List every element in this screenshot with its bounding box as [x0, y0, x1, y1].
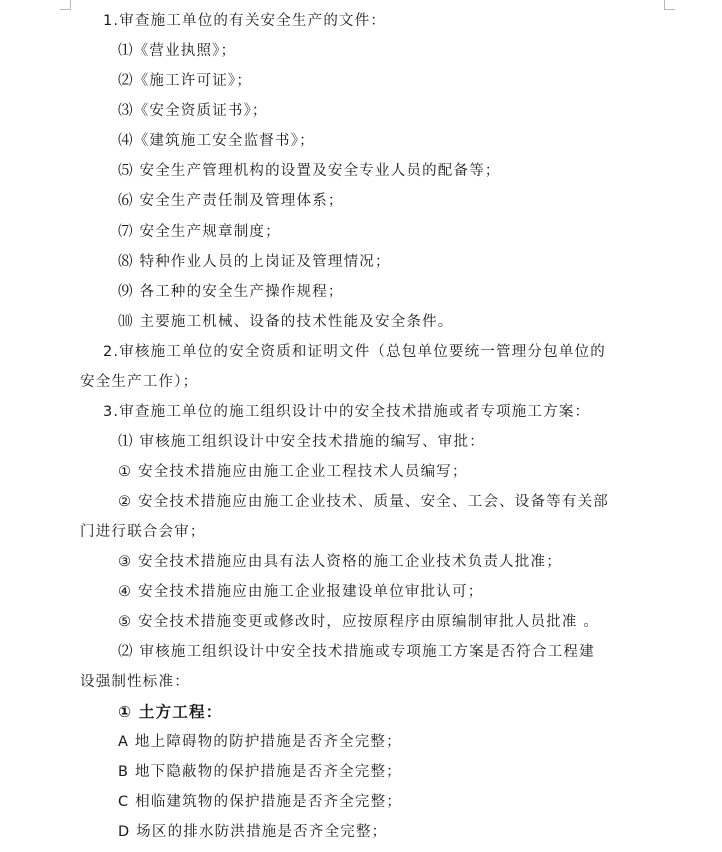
doc-line: A 地上障碍物的防护措施是否齐全完整；	[118, 734, 402, 750]
doc-line: ⑵《施工许可证》；	[118, 73, 253, 89]
doc-line: ⑽ 主要施工机械、设备的技术性能及安全条件。	[118, 314, 454, 330]
doc-line: 设强制性标准：	[80, 674, 190, 690]
doc-line: ⑺ 安全生产规章制度；	[118, 224, 281, 240]
doc-subheading: ① 土方工程：	[118, 703, 223, 721]
doc-line: ① 安全技术措施应由施工企业工程技术人员编写；	[118, 464, 468, 480]
doc-line: ④ 安全技术措施应由施工企业报建设单位审批认可；	[118, 584, 484, 600]
doc-line: ③ 安全技术措施应由具有法人资格的施工企业技术负责人批准；	[118, 554, 562, 570]
doc-line: ⑹ 安全生产责任制及管理体系；	[118, 193, 344, 209]
doc-line: C 相临建筑物的保护措施是否齐全完整；	[118, 794, 403, 810]
doc-line: ⑴《营业执照》；	[118, 43, 237, 59]
doc-line: 1.审查施工单位的有关安全生产的文件：	[103, 13, 387, 29]
doc-line: 门进行联合会审；	[80, 524, 206, 540]
doc-line: 3.审查施工单位的施工组织设计中的安全技术措施或者专项施工方案：	[103, 404, 591, 420]
doc-line: ⑶《安全资质证书》；	[118, 103, 268, 119]
doc-line: ⑤ 安全技术措施变更或修改时，应按原程序由原编制审批人员批准 。	[118, 614, 600, 630]
doc-line: ② 安全技术措施应由施工企业技术、质量、安全、工会、设备等有关部	[118, 494, 610, 510]
doc-line: B 地下隐蔽物的保护措施是否齐全完整；	[118, 764, 402, 780]
doc-line: 安全生产工作）；	[80, 374, 199, 390]
doc-line: ⑻ 特种作业人员的上岗证及管理情况；	[118, 254, 391, 270]
doc-line: ⑵ 审核施工组织设计中安全技术措施或专项施工方案是否符合工程建	[118, 644, 595, 660]
doc-line: 2.审核施工单位的安全资质和证明文件（总包单位要统一管理分包单位的	[103, 344, 606, 360]
doc-line: ⑷《建筑施工安全监督书》；	[118, 133, 315, 149]
page-corner-marker	[664, 0, 675, 10]
doc-line: ⑼ 各工种的安全生产操作规程；	[118, 284, 344, 300]
doc-line: D 场区的排水防洪措施是否齐全完整；	[118, 824, 388, 840]
doc-line: ⑸ 安全生产管理机构的设置及安全专业人员的配备等；	[118, 163, 501, 179]
page-corner-marker	[60, 0, 71, 10]
doc-line: ⑴ 审核施工组织设计中安全技术措施的编写、审批：	[118, 434, 485, 450]
